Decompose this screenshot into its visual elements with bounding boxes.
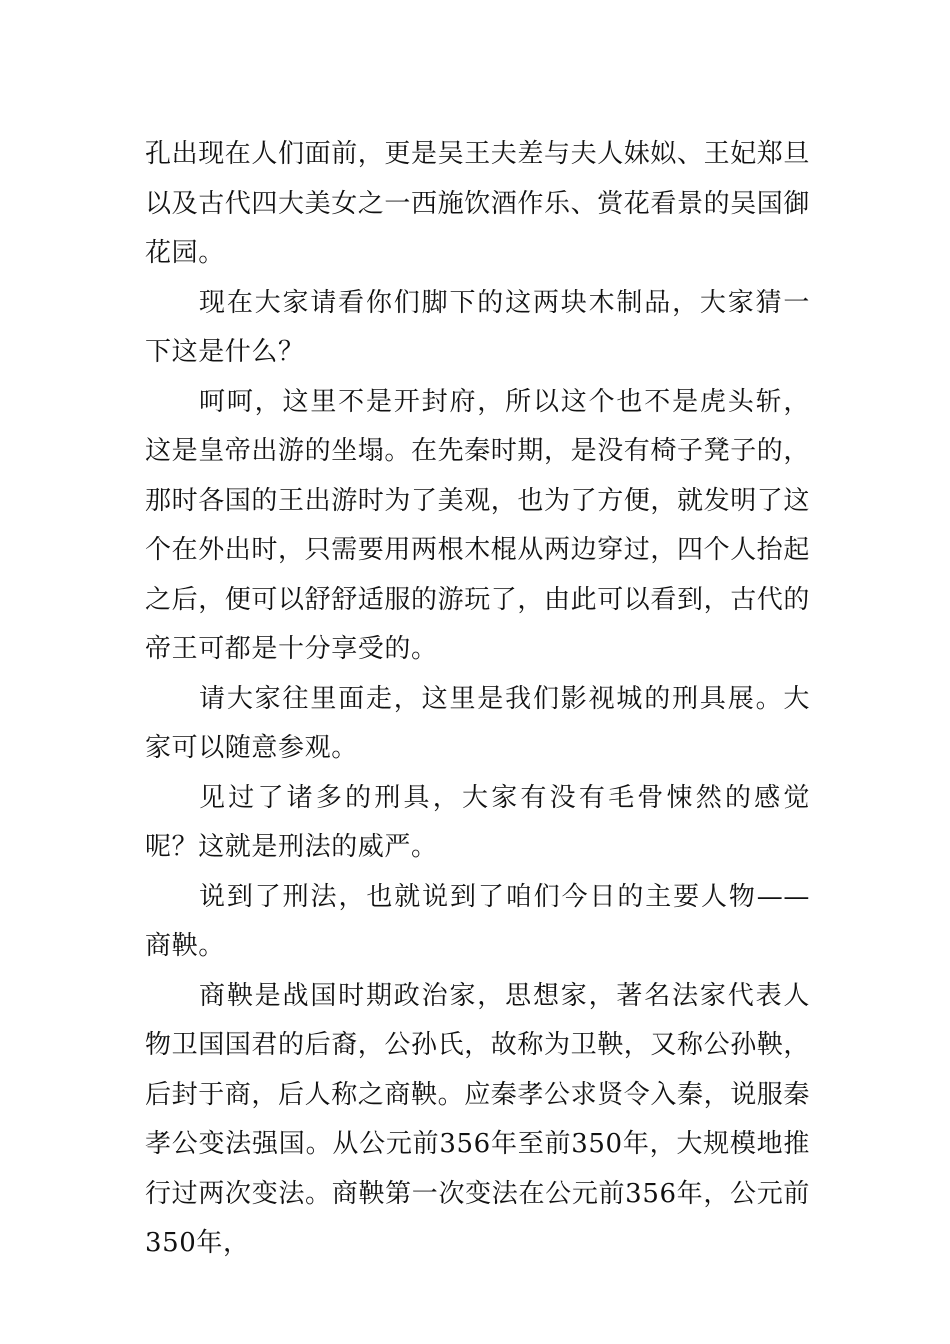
paragraph-emperor-seat: 呵呵，这里不是开封府，所以这个也不是虎头斩，这是皇帝出游的坐塌。在先秦时期，是没有椅子凳子的，那时各国的王出游时为了美观，也为了方便，就发明了这个在外出时，只需要用两根木棍从两边穿过，四个人抬起之后，便可以舒舒适服的游玩了，由此可以看到，古代的帝王可都是十分享受的。: [145, 386, 811, 664]
paragraph-wooden-objects: 现在大家请看你们脚下的这两块木制品，大家猜一下这是什么？: [145, 287, 810, 367]
paragraph-law-majesty: 见过了诸多的刑具，大家有没有毛骨悚然的感觉呢？这就是刑法的威严。: [145, 782, 810, 862]
paragraph-shang-yang-bio: 商鞅是战国时期政治家，思想家，著名法家代表人物卫国国君的后裔，公孙氏，故称为卫鞅，又称公孙鞅，后封于商，后人称之商鞅。应秦孝公求贤令入秦，说服秦孝公变法强国。从公元前356年至前350年，大规模地推行过两次变法。商鞅第一次变法在公元前356年，公元前350年，: [145, 980, 811, 1258]
paragraph-continuation: 孔出现在人们面前，更是吴王夫差与夫人妹姒、王妃郑旦以及古代四大美女之一西施饮酒作乐、赏花看景的吴国御花园。: [145, 139, 811, 268]
document-page: [145, 130, 810, 1269]
paragraph-shang-yang-intro: 说到了刑法，也就说到了咱们今日的主要人物——商鞅。: [145, 881, 810, 961]
paragraph-torture-exhibit: 请大家往里面走，这里是我们影视城的刑具展。大家可以随意参观。: [145, 683, 810, 763]
